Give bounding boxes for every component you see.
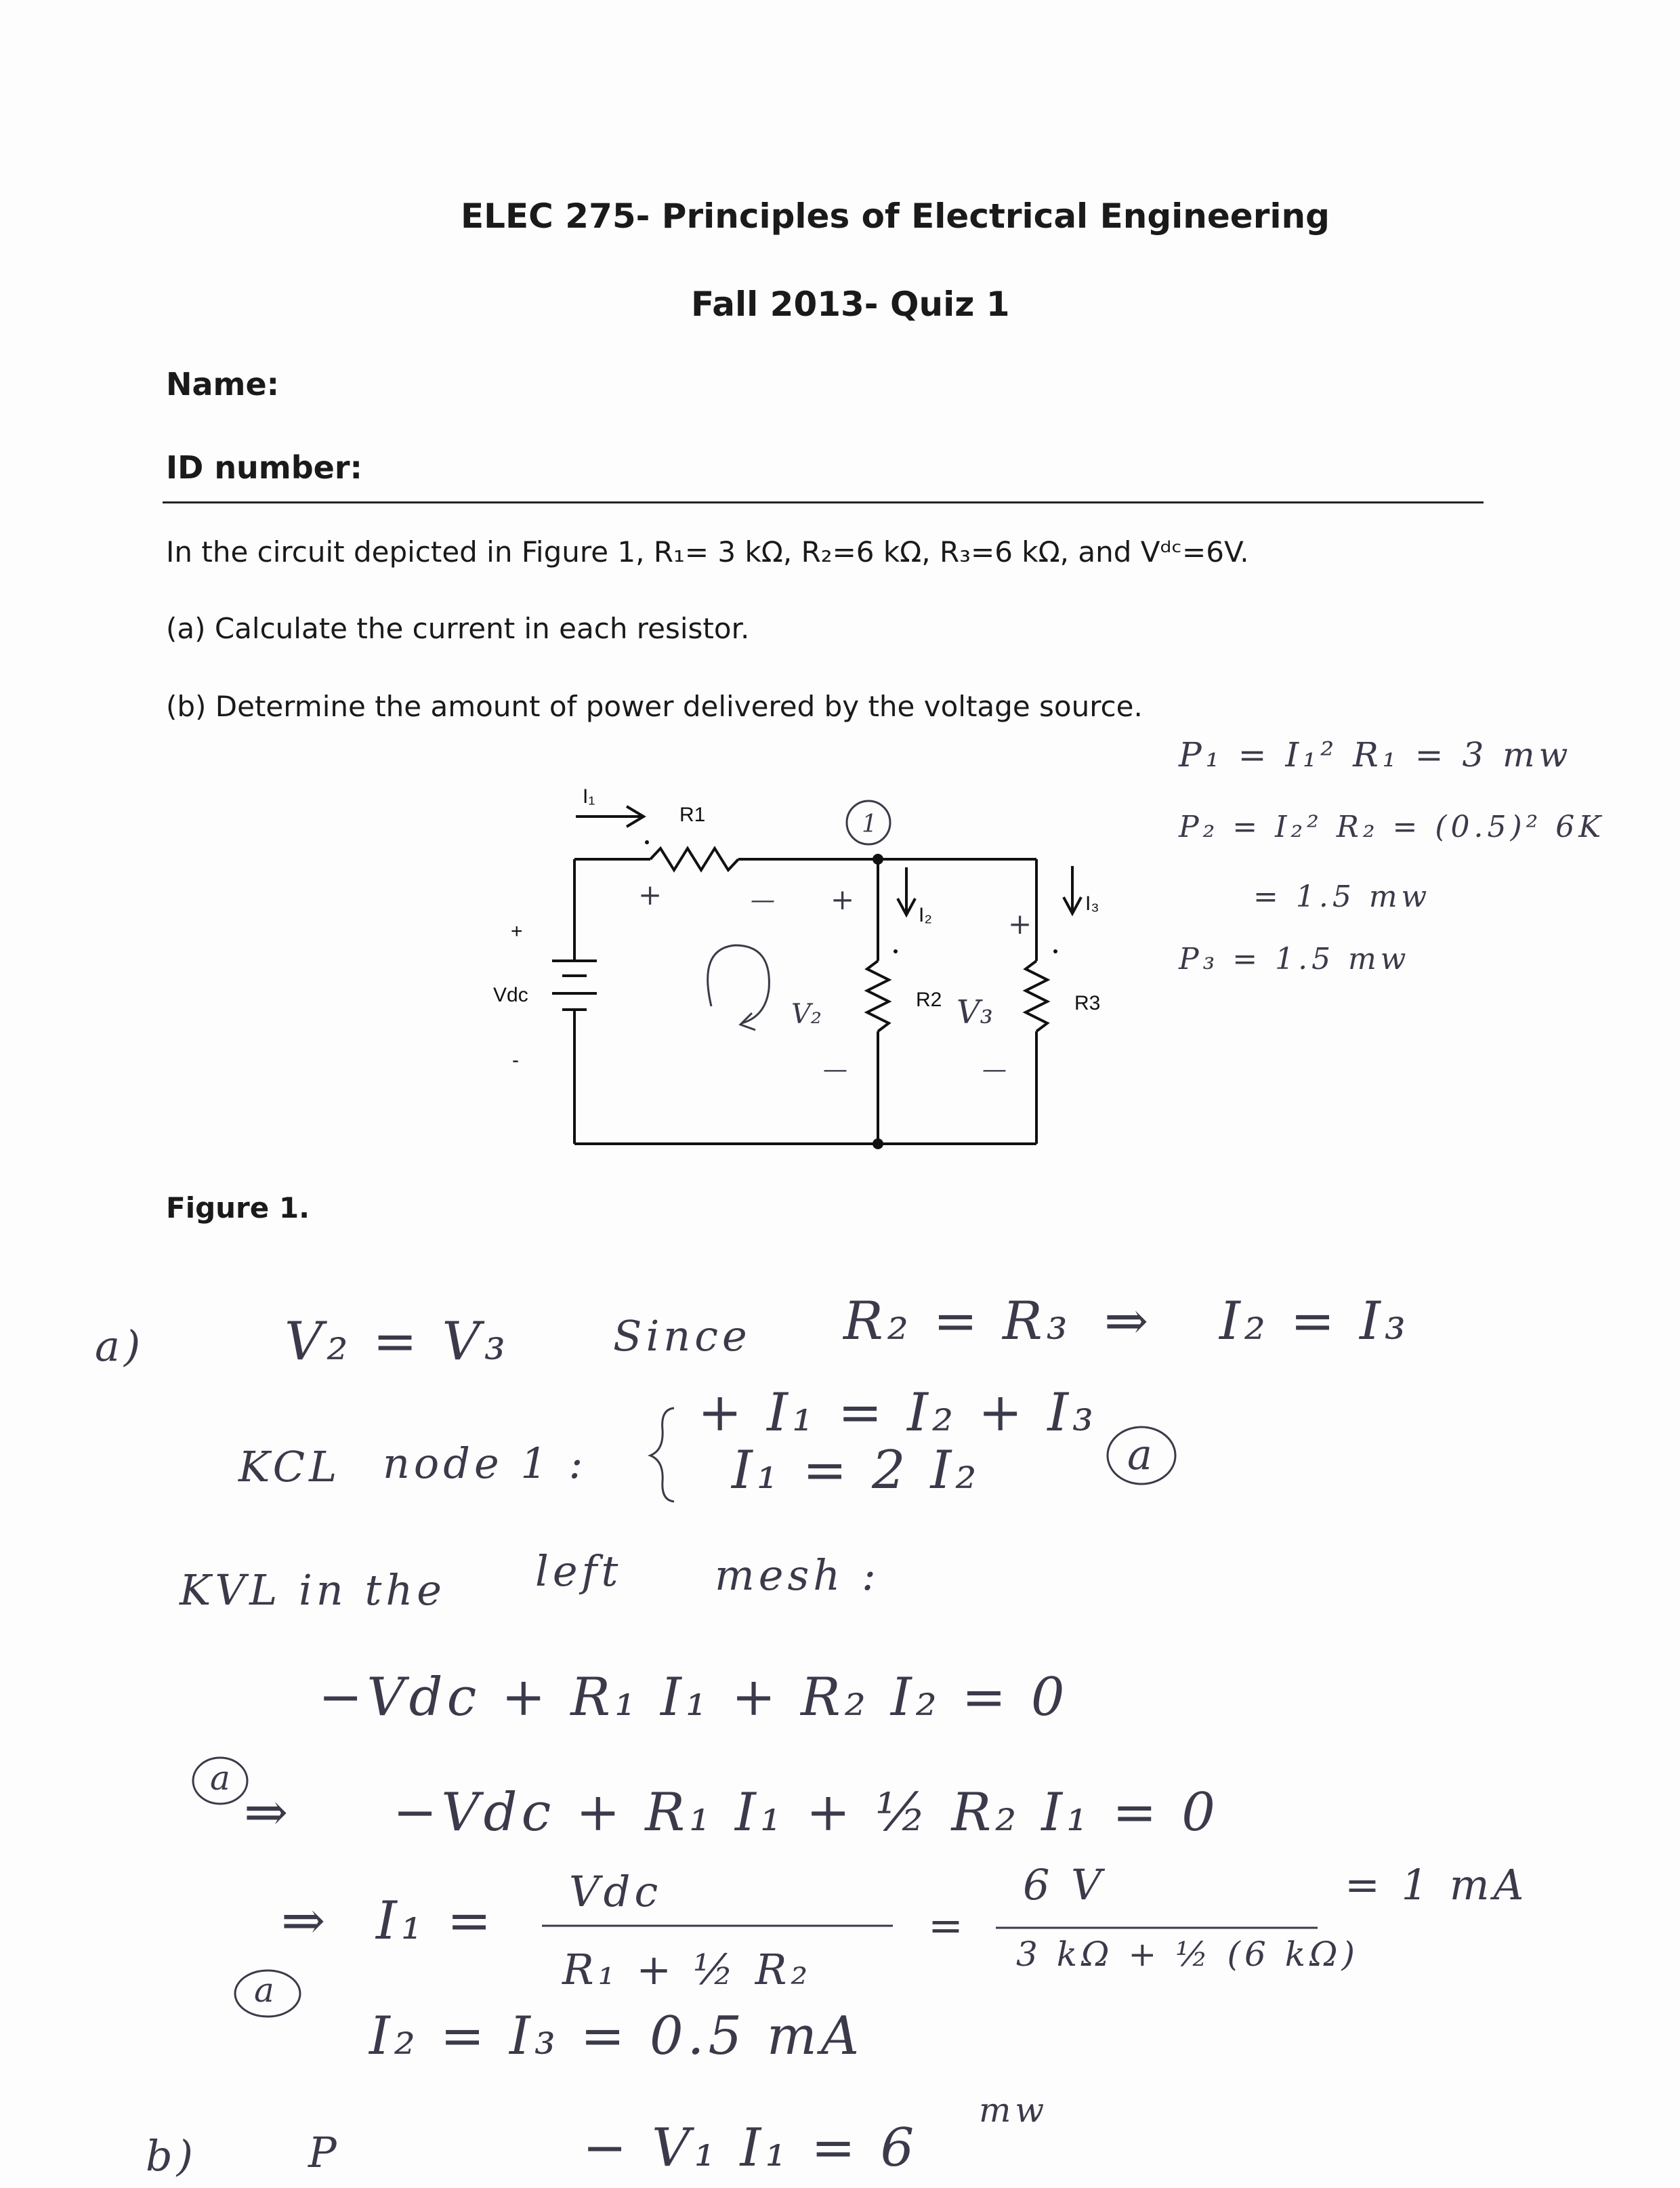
resistor-r2 — [867, 961, 889, 1031]
kcl-brace — [650, 1408, 674, 1502]
fraction-numerator: Vdc — [569, 1867, 663, 1916]
id-label: ID number: — [166, 449, 362, 486]
resistor-equality: R₂ = R₃ — [843, 1291, 1072, 1352]
circled-a-3: a — [254, 1970, 278, 2010]
mesh-loop-arrow — [708, 945, 770, 1023]
r1-label: R1 — [679, 804, 706, 826]
fraction2-numerator: 6 V — [1023, 1860, 1106, 1910]
kcl-equation-2: I₁ = 2 I₂ — [732, 1440, 981, 1501]
v2-label: V₂ — [791, 999, 822, 1030]
kvl-substituted-equation: −Vdc + R₁ I₁ + ½ R₂ I₁ = 0 — [393, 1782, 1219, 1843]
power-p2-value: = 1.5 mw — [1253, 880, 1431, 914]
fraction-denominator: R₁ + ½ R₂ — [562, 1945, 812, 1994]
junction-dot-bottom — [873, 1138, 883, 1149]
r2-label: R2 — [916, 989, 942, 1011]
source-power-equation: − V₁ I₁ = 6 — [583, 2118, 919, 2179]
voltage-equality: V₂ = V₃ — [285, 1311, 510, 1372]
i3-label: I₃ — [1085, 892, 1099, 915]
source-power-unit: mw — [979, 2090, 1049, 2130]
resistor-r1 — [650, 848, 738, 870]
since-word: Since — [613, 1311, 751, 1361]
r1-polarity-dot — [645, 840, 649, 844]
question-part-a: (a) Calculate the current in each resistor. — [166, 612, 750, 645]
r2-polarity-dot — [894, 949, 898, 953]
kvl-mesh-word: mesh : — [715, 1550, 880, 1600]
vdc-minus: - — [512, 1049, 519, 1071]
r2-plus-mark: + — [831, 883, 855, 916]
v2-minus-mark: — — [823, 1056, 847, 1083]
fraction2-denominator: 3 kΩ + ½ (6 kΩ) — [1016, 1935, 1359, 1974]
kcl-equation-1: + I₁ = I₂ + I₃ — [698, 1382, 1098, 1443]
kvl-left-word: left — [535, 1546, 623, 1596]
i2-label: I₂ — [919, 904, 932, 926]
i1-result: = 1 mA — [1345, 1860, 1528, 1910]
kvl-equation: −Vdc + R₁ I₁ + R₂ I₂ = 0 — [318, 1667, 1069, 1728]
current-equality: I₂ = I₃ — [1219, 1291, 1410, 1352]
vdc-plus: + — [511, 920, 523, 943]
i1-arrow — [576, 806, 644, 827]
figure-caption: Figure 1. — [166, 1191, 310, 1224]
vdc-label: Vdc — [493, 984, 528, 1006]
junction-dot-top — [873, 854, 883, 865]
final-currents: I₂ = I₃ = 0.5 mA — [369, 2006, 864, 2067]
kcl-node-label: node 1 : — [383, 1439, 587, 1488]
r3-polarity-dot — [1053, 949, 1057, 953]
power-p3: P₃ = 1.5 mw — [1179, 942, 1410, 976]
v3-minus-mark: — — [982, 1056, 1007, 1083]
i3-arrow — [1064, 866, 1081, 913]
r1-minus-mark: — — [751, 886, 775, 914]
kcl-label: KCL — [238, 1442, 341, 1491]
i1-label: I₁ — [583, 785, 595, 808]
resistor-r3 — [1026, 961, 1047, 1031]
r1-plus-mark: + — [638, 878, 663, 911]
equals-sign: = — [928, 1901, 967, 1950]
implies-arrow-3: ⇒ — [281, 1891, 330, 1952]
r3-label: R3 — [1074, 992, 1101, 1014]
circled-a-2: a — [210, 1758, 234, 1798]
power-p-label: P — [308, 2128, 341, 2177]
circled-a-1: a — [1127, 1430, 1156, 1479]
power-p1: P₁ = I₁² R₁ = 3 mw — [1179, 735, 1572, 775]
v3-label: V₃ — [957, 993, 993, 1031]
i2-arrow — [898, 867, 915, 915]
problem-statement: In the circuit depicted in Figure 1, R₁= 3 kΩ, R₂=6 kΩ, R₃=6 kΩ, and Vᵈᶜ=6V. — [166, 535, 1249, 569]
question-part-b: (b) Determine the amount of power delivered by the voltage source. — [166, 690, 1143, 723]
name-label: Name: — [166, 366, 280, 402]
i1-lhs: I₁ = — [376, 1891, 496, 1952]
part-a-marker: a) — [95, 1321, 145, 1371]
part-b-marker: b) — [146, 2131, 197, 2181]
implies-arrow-1: ⇒ — [1104, 1291, 1153, 1352]
node-1-label: 1 — [862, 810, 877, 838]
quiz-term: Fall 2013- Quiz 1 — [691, 285, 1010, 324]
course-title: ELEC 275- Principles of Electrical Engineering — [461, 197, 1330, 236]
r3-plus-mark: + — [1008, 907, 1032, 941]
kvl-label: KVL in the — [180, 1565, 446, 1615]
implies-arrow-2: ⇒ — [244, 1782, 293, 1843]
power-p2: P₂ = I₂² R₂ = (0.5)² 6K — [1179, 810, 1605, 844]
